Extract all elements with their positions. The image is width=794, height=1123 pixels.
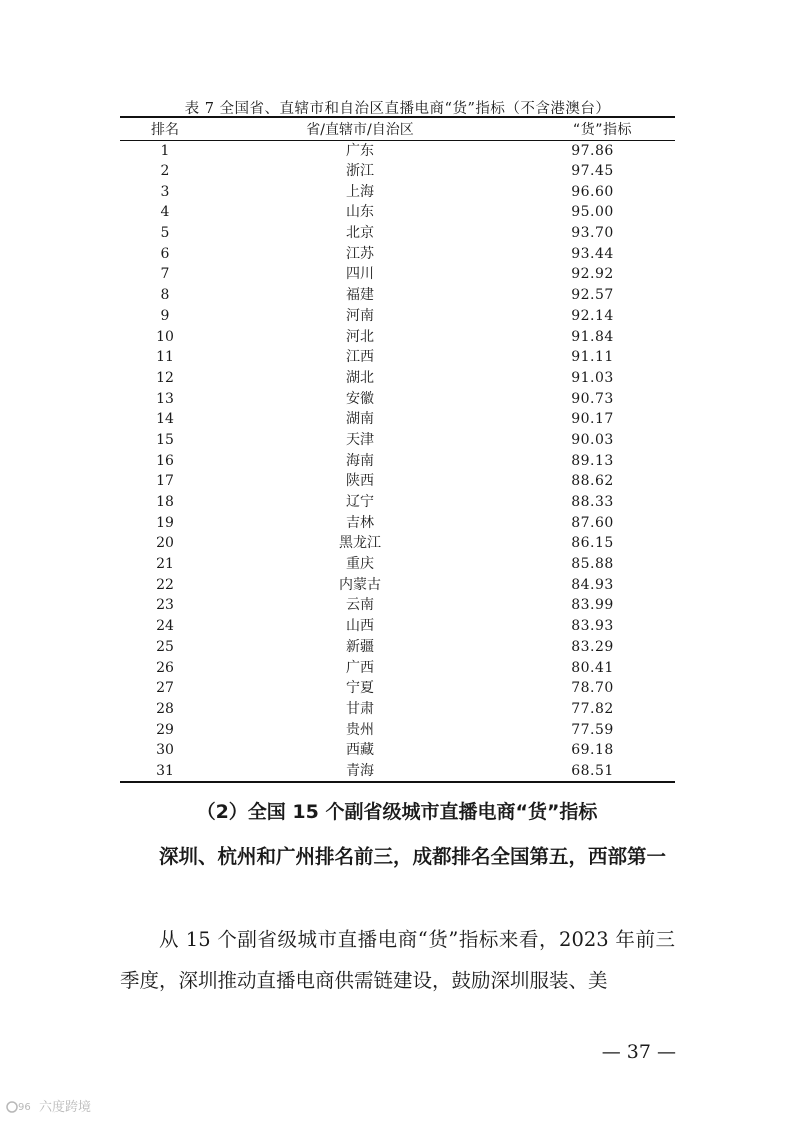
cell-index: 86.15	[571, 535, 614, 552]
cell-index: 92.92	[571, 266, 614, 283]
cell-index: 92.14	[571, 307, 614, 324]
cell-rank: 8	[160, 287, 170, 304]
cell-rank: 12	[156, 369, 174, 386]
cell-rank: 23	[156, 597, 174, 614]
cell-index: 83.93	[571, 618, 614, 635]
cell-index: 69.18	[571, 742, 614, 759]
cell-rank: 3	[160, 183, 170, 200]
table-row	[120, 616, 675, 637]
cell-province: 陕西	[346, 473, 374, 490]
cell-province: 贵州	[346, 721, 374, 738]
cell-index: 91.11	[571, 349, 614, 366]
cell-index: 80.41	[571, 659, 614, 676]
cell-province: 江西	[346, 349, 374, 366]
cell-rank: 28	[156, 700, 174, 717]
table-row	[120, 223, 675, 244]
cell-index: 96.60	[571, 183, 614, 200]
cell-province: 安徽	[346, 390, 374, 407]
ranking-table	[120, 116, 675, 783]
cell-rank: 26	[156, 659, 174, 676]
cell-province: 甘肃	[346, 700, 374, 717]
cell-rank: 27	[156, 680, 174, 697]
table-row	[120, 326, 675, 347]
cell-rank: 21	[156, 556, 174, 573]
cell-province: 青海	[210, 761, 510, 782]
cell-rank: 7	[160, 266, 170, 283]
table-row	[120, 161, 675, 182]
cell-index: 91.84	[571, 328, 614, 345]
cell-province: 海南	[346, 452, 374, 469]
table-row	[120, 264, 675, 285]
cell-index: 95.00	[571, 204, 614, 221]
table-row	[120, 595, 675, 616]
cell-rank: 13	[156, 390, 174, 407]
cell-province: 辽宁	[346, 494, 374, 511]
table-row	[120, 202, 675, 223]
cell-province: 河北	[346, 328, 374, 345]
table-row	[120, 637, 675, 658]
table-row	[120, 574, 675, 595]
cell-rank: 16	[156, 452, 174, 469]
cell-province: 天津	[346, 431, 374, 448]
cell-index: 78.70	[571, 680, 614, 697]
cell-province: 浙江	[346, 163, 374, 180]
cell-rank: 2	[160, 163, 170, 180]
cell-index: 93.44	[571, 245, 614, 262]
cell-province: 湖南	[346, 411, 374, 428]
table-row	[120, 409, 675, 430]
table-row	[120, 657, 675, 678]
cell-province: 宁夏	[346, 680, 374, 697]
cell-index: 85.88	[571, 556, 614, 573]
cell-rank: 4	[160, 204, 170, 221]
cell-rank: 18	[156, 494, 174, 511]
table-row	[120, 140, 675, 161]
cell-index: 87.60	[571, 514, 614, 531]
header-province: 省/直辖市/自治区	[210, 117, 510, 140]
cell-rank: 17	[156, 473, 174, 490]
header-index: “货”指标	[510, 117, 675, 140]
cell-rank: 24	[156, 618, 174, 635]
cell-index: 77.59	[571, 721, 614, 738]
cell-index: 90.17	[571, 411, 614, 428]
cell-province: 江苏	[346, 245, 374, 262]
cell-province: 内蒙古	[339, 576, 381, 593]
cell-province: 新疆	[346, 638, 374, 655]
cell-index: 84.93	[571, 576, 614, 593]
cell-province: 重庆	[346, 556, 374, 573]
cell-rank: 31	[120, 761, 210, 782]
cell-province: 北京	[346, 225, 374, 242]
cell-province: 山东	[346, 204, 374, 221]
table-body	[120, 140, 675, 782]
watermark-brand: 六度跨境	[39, 1100, 92, 1115]
cell-rank: 30	[156, 742, 174, 759]
cell-index: 97.45	[571, 163, 614, 180]
cell-index: 83.99	[571, 597, 614, 614]
cell-index: 91.03	[571, 369, 614, 386]
cell-rank: 20	[156, 535, 174, 552]
table-row	[120, 740, 675, 761]
table-row	[120, 243, 675, 264]
cell-rank: 1	[160, 142, 170, 159]
cell-rank: 6	[160, 245, 170, 262]
cell-province: 河南	[346, 307, 374, 324]
cell-index: 93.70	[571, 225, 614, 242]
cell-index: 89.13	[571, 452, 614, 469]
table-row	[120, 181, 675, 202]
table-row	[120, 761, 675, 782]
watermark-logo-icon	[6, 1098, 36, 1114]
section-heading: （2）全国 15 个副省级城市直播电商“货”指标	[196, 801, 598, 823]
cell-index: 83.29	[571, 638, 614, 655]
cell-rank: 11	[156, 349, 174, 366]
table-row	[120, 306, 675, 327]
cell-index: 88.33	[571, 494, 614, 511]
cell-province: 黑龙江	[339, 535, 381, 552]
table-row	[120, 388, 675, 409]
cell-rank: 25	[156, 638, 174, 655]
cell-index: 88.62	[571, 473, 614, 490]
cell-index: 97.86	[571, 142, 614, 159]
cell-province: 西藏	[346, 742, 374, 759]
cell-index: 68.51	[510, 761, 675, 782]
table-row	[120, 492, 675, 513]
cell-province: 云南	[346, 597, 374, 614]
cell-index: 90.03	[571, 431, 614, 448]
cell-province: 吉林	[346, 514, 374, 531]
table-row	[120, 533, 675, 554]
cell-province: 上海	[346, 183, 374, 200]
table-row	[120, 678, 675, 699]
watermark-logo-text: 96	[18, 1101, 31, 1113]
cell-index: 77.82	[571, 700, 614, 717]
page-number: — 37 —	[601, 1041, 676, 1063]
table-row	[120, 450, 675, 471]
cell-rank: 10	[156, 328, 174, 345]
table-row	[120, 347, 675, 368]
table-row	[120, 430, 675, 451]
cell-rank: 15	[156, 431, 174, 448]
table-caption: 表 7 全国省、直辖市和自治区直播电商“货”指标（不含港澳台）	[184, 101, 611, 117]
cell-rank: 9	[160, 307, 170, 324]
watermark	[6, 1096, 91, 1115]
table-row	[120, 512, 675, 533]
cell-province: 山西	[346, 618, 374, 635]
table-row	[120, 471, 675, 492]
cell-province: 四川	[346, 266, 374, 283]
table-row	[120, 554, 675, 575]
cell-province: 福建	[346, 287, 374, 304]
cell-province: 广东	[346, 142, 374, 159]
cell-rank: 14	[156, 411, 174, 428]
cell-rank: 19	[156, 514, 174, 531]
table-header-row	[120, 117, 675, 140]
cell-province: 湖北	[346, 369, 374, 386]
cell-rank: 29	[156, 721, 174, 738]
header-rank: 排名	[120, 117, 210, 140]
cell-index: 90.73	[571, 390, 614, 407]
cell-rank: 22	[156, 576, 174, 593]
body-paragraph: 从 15 个副省级城市直播电商“货”指标来看，2023 年前三季度，深圳推动直播电商供需链建设，鼓励深圳服装、美	[120, 928, 675, 992]
table-row	[120, 719, 675, 740]
cell-index: 92.57	[571, 287, 614, 304]
table-row	[120, 368, 675, 389]
table-row	[120, 285, 675, 306]
table-row	[120, 699, 675, 720]
cell-rank: 5	[160, 225, 170, 242]
bold-summary-paragraph: 深圳、杭州和广州排名前三，成都排名全国第五，西部第一	[159, 845, 667, 868]
cell-province: 广西	[346, 659, 374, 676]
